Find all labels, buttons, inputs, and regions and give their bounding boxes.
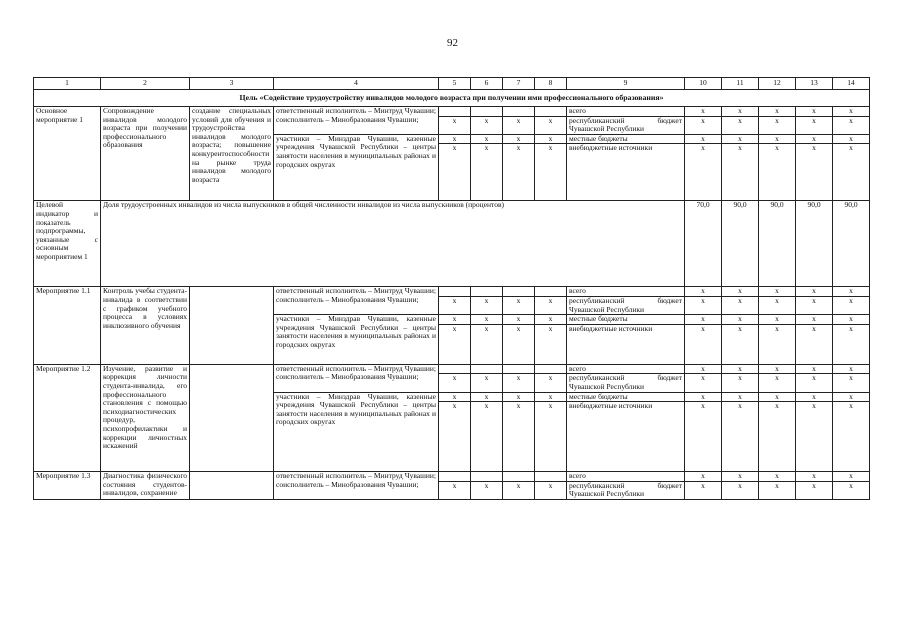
x-mark: x xyxy=(685,392,722,402)
x-mark: x xyxy=(722,364,759,374)
x-mark: x xyxy=(439,402,471,472)
x-mark: x xyxy=(833,134,870,144)
x-mark: x xyxy=(535,392,567,402)
empty-cell xyxy=(503,107,535,117)
x-mark: x xyxy=(722,107,759,117)
x-mark: x xyxy=(439,374,471,392)
empty-cell xyxy=(503,364,535,374)
page-number: 92 xyxy=(447,37,458,49)
col-header: 14 xyxy=(833,78,870,90)
x-mark: x xyxy=(471,134,503,144)
funding-source: внебюджетные источники xyxy=(567,144,685,201)
x-mark: x xyxy=(439,296,471,314)
x-mark: x xyxy=(685,472,722,482)
x-mark: x xyxy=(722,116,759,134)
empty-cell xyxy=(190,364,274,471)
empty-cell xyxy=(439,364,471,374)
x-mark: x xyxy=(503,481,535,499)
x-mark: x xyxy=(471,116,503,134)
x-mark: x xyxy=(759,107,796,117)
x-mark: x xyxy=(439,116,471,134)
executors: ответственный исполнитель – Минтруд Чувашии; соисполнитель – Минобразования Чувашии; xyxy=(274,472,439,500)
empty-cell xyxy=(503,287,535,297)
x-mark: x xyxy=(685,287,722,297)
empty-cell xyxy=(535,287,567,297)
table-row xyxy=(34,287,870,297)
indicator-value: 70,0 xyxy=(685,201,722,287)
x-mark: x xyxy=(759,134,796,144)
x-mark: x xyxy=(685,481,722,499)
x-mark: x xyxy=(535,134,567,144)
funding-source: внебюджетные источники xyxy=(567,324,685,364)
x-mark: x xyxy=(833,287,870,297)
col-header: 9 xyxy=(567,78,685,90)
x-mark: x xyxy=(685,296,722,314)
col-header: 2 xyxy=(101,78,190,90)
indicator-value: 90,0 xyxy=(722,201,759,287)
x-mark: x xyxy=(439,144,471,201)
x-mark: x xyxy=(796,374,833,392)
x-mark: x xyxy=(685,364,722,374)
x-mark: x xyxy=(833,324,870,364)
x-mark: x xyxy=(503,374,535,392)
funding-source: всего xyxy=(567,364,685,374)
executors: участники – Минздрав Чувашии, казенные учреждения Чувашской Республики – центры занятости населения в муниципальных районах и городских округах xyxy=(274,392,439,472)
x-mark: x xyxy=(535,374,567,392)
col-header: 4 xyxy=(274,78,439,90)
executors: ответственный исполнитель – Минтруд Чувашии; соисполнитель – Минобразования Чувашии; xyxy=(274,364,439,392)
x-mark: x xyxy=(796,324,833,364)
x-mark: x xyxy=(759,374,796,392)
x-mark: x xyxy=(503,324,535,364)
col-header: 7 xyxy=(503,78,535,90)
empty-cell xyxy=(439,107,471,117)
x-mark: x xyxy=(685,116,722,134)
empty-cell xyxy=(503,472,535,482)
col-header: 1 xyxy=(34,78,101,90)
x-mark: x xyxy=(722,324,759,364)
activity-name: Изучение, развитие и коррекция личности студента-инвалида, его профессионального становления с помощью психодиагностических процедур, психопрофилактики и коррекции личностных искажений xyxy=(101,364,190,471)
x-mark: x xyxy=(722,296,759,314)
x-mark: x xyxy=(833,364,870,374)
table-row xyxy=(34,364,870,374)
col-header: 6 xyxy=(471,78,503,90)
col-header: 10 xyxy=(685,78,722,90)
x-mark: x xyxy=(722,402,759,472)
x-mark: x xyxy=(535,324,567,364)
empty-cell xyxy=(471,364,503,374)
x-mark: x xyxy=(796,472,833,482)
x-mark: x xyxy=(471,374,503,392)
x-mark: x xyxy=(535,402,567,472)
col-header: 12 xyxy=(759,78,796,90)
x-mark: x xyxy=(759,116,796,134)
x-mark: x xyxy=(833,402,870,472)
x-mark: x xyxy=(759,392,796,402)
funding-source: республиканский бюджет Чувашской Республики xyxy=(567,116,685,134)
activity-name: Диагностика физического состояния студентов-инвалидов, сохранение xyxy=(101,472,190,500)
x-mark: x xyxy=(796,402,833,472)
x-mark: x xyxy=(759,481,796,499)
x-mark: x xyxy=(722,134,759,144)
x-mark: x xyxy=(833,144,870,201)
x-mark: x xyxy=(796,364,833,374)
program-table xyxy=(33,77,870,500)
x-mark: x xyxy=(759,364,796,374)
x-mark: x xyxy=(471,392,503,402)
empty-cell xyxy=(439,287,471,297)
x-mark: x xyxy=(503,392,535,402)
funding-source: местные бюджеты xyxy=(567,134,685,144)
indicator-row xyxy=(34,201,870,287)
empty-cell xyxy=(471,472,503,482)
col-header: 8 xyxy=(535,78,567,90)
x-mark: x xyxy=(759,315,796,325)
x-mark: x xyxy=(722,144,759,201)
x-mark: x xyxy=(796,481,833,499)
activity-name: Контроль учебы студента-инвалида в соответствии с графиком учебного процесса в условиях инклюзивного обучения xyxy=(101,287,190,364)
funding-source: республиканский бюджет Чувашской Республики xyxy=(567,481,685,499)
x-mark: x xyxy=(503,134,535,144)
x-mark: x xyxy=(503,315,535,325)
x-mark: x xyxy=(471,315,503,325)
empty-cell xyxy=(190,287,274,364)
activity-code: Мероприятие 1.1 xyxy=(34,287,101,364)
x-mark: x xyxy=(833,116,870,134)
x-mark: x xyxy=(685,144,722,201)
x-mark: x xyxy=(759,144,796,201)
funding-source: местные бюджеты xyxy=(567,392,685,402)
x-mark: x xyxy=(722,392,759,402)
table-row xyxy=(34,107,870,117)
x-mark: x xyxy=(535,116,567,134)
x-mark: x xyxy=(503,402,535,472)
x-mark: x xyxy=(759,324,796,364)
x-mark: x xyxy=(722,374,759,392)
executors: ответственный исполнитель – Минтруд Чувашии; соисполнитель – Минобразования Чувашии; xyxy=(274,287,439,315)
x-mark: x xyxy=(685,374,722,392)
x-mark: x xyxy=(471,144,503,201)
x-mark: x xyxy=(796,144,833,201)
x-mark: x xyxy=(439,315,471,325)
x-mark: x xyxy=(685,324,722,364)
x-mark: x xyxy=(535,296,567,314)
x-mark: x xyxy=(503,116,535,134)
col-header: 11 xyxy=(722,78,759,90)
x-mark: x xyxy=(833,472,870,482)
x-mark: x xyxy=(503,296,535,314)
x-mark: x xyxy=(471,402,503,472)
x-mark: x xyxy=(722,472,759,482)
goal-title: Цель «Содействие трудоустройству инвалидов молодого возраста при получении ими профессионального образования» xyxy=(34,90,870,107)
x-mark: x xyxy=(471,296,503,314)
x-mark: x xyxy=(833,392,870,402)
x-mark: x xyxy=(722,315,759,325)
goal-row xyxy=(34,90,870,107)
column-numbers-row xyxy=(34,78,870,90)
activity-name: Сопровождение инвалидов молодого возраста при получении профессионального образования xyxy=(101,107,190,201)
col-header: 5 xyxy=(439,78,471,90)
table-row xyxy=(34,472,870,482)
x-mark: x xyxy=(796,134,833,144)
empty-cell xyxy=(471,107,503,117)
empty-cell xyxy=(535,364,567,374)
x-mark: x xyxy=(471,324,503,364)
empty-cell xyxy=(471,287,503,297)
x-mark: x xyxy=(759,472,796,482)
empty-cell xyxy=(535,107,567,117)
x-mark: x xyxy=(833,315,870,325)
indicator-value: 90,0 xyxy=(833,201,870,287)
x-mark: x xyxy=(439,134,471,144)
empty-cell xyxy=(535,472,567,482)
x-mark: x xyxy=(685,134,722,144)
funding-source: всего xyxy=(567,472,685,482)
x-mark: x xyxy=(796,116,833,134)
x-mark: x xyxy=(796,296,833,314)
x-mark: x xyxy=(722,481,759,499)
indicator-value: 90,0 xyxy=(759,201,796,287)
x-mark: x xyxy=(439,324,471,364)
executors: участники – Минздрав Чувашии, казенные учреждения Чувашской Республики – центры занятости населения в муниципальных районах и городских округах xyxy=(274,315,439,365)
x-mark: x xyxy=(759,296,796,314)
col-header: 13 xyxy=(796,78,833,90)
activity-desc: создание специальных условий для обучения и трудоустройства инвалидов молодого возраста; повышение конкурентоспособности на рынке труда инвалидов молодого возраста xyxy=(190,107,274,201)
funding-source: республиканский бюджет Чувашской Республики xyxy=(567,296,685,314)
funding-source: всего xyxy=(567,287,685,297)
x-mark: x xyxy=(535,481,567,499)
x-mark: x xyxy=(796,107,833,117)
x-mark: x xyxy=(471,481,503,499)
x-mark: x xyxy=(535,315,567,325)
x-mark: x xyxy=(759,402,796,472)
x-mark: x xyxy=(685,402,722,472)
indicator-label: Целевой индикатор и показатель подпрограммы, увязанные с основным мероприятием 1 xyxy=(34,201,101,287)
executors: ответственный исполнитель – Минтруд Чувашии; соисполнитель – Минобразования Чувашии; xyxy=(274,107,439,135)
x-mark: x xyxy=(503,144,535,201)
x-mark: x xyxy=(722,287,759,297)
funding-source: внебюджетные источники xyxy=(567,402,685,472)
x-mark: x xyxy=(796,392,833,402)
activity-code: Мероприятие 1.2 xyxy=(34,364,101,471)
funding-source: республиканский бюджет Чувашской Республики xyxy=(567,374,685,392)
x-mark: x xyxy=(535,144,567,201)
x-mark: x xyxy=(439,481,471,499)
executors: участники – Минздрав Чувашии, казенные учреждения Чувашской Республики – центры занятости населения в муниципальных районах и городских округах xyxy=(274,134,439,201)
funding-source: всего xyxy=(567,107,685,117)
empty-cell xyxy=(190,472,274,500)
funding-source: местные бюджеты xyxy=(567,315,685,325)
x-mark: x xyxy=(439,392,471,402)
indicator-value: 90,0 xyxy=(796,201,833,287)
x-mark: x xyxy=(833,374,870,392)
x-mark: x xyxy=(796,287,833,297)
x-mark: x xyxy=(833,107,870,117)
x-mark: x xyxy=(759,287,796,297)
activity-code: Мероприятие 1.3 xyxy=(34,472,101,500)
indicator-text: Доля трудоустроенных инвалидов из числа выпускников в общей численности инвалидов из числа выпускников (процентов) xyxy=(101,201,685,287)
activity-code: Основное мероприятие 1 xyxy=(34,107,101,201)
x-mark: x xyxy=(796,315,833,325)
col-header: 3 xyxy=(190,78,274,90)
x-mark: x xyxy=(685,107,722,117)
x-mark: x xyxy=(685,315,722,325)
empty-cell xyxy=(439,472,471,482)
x-mark: x xyxy=(833,296,870,314)
x-mark: x xyxy=(833,481,870,499)
